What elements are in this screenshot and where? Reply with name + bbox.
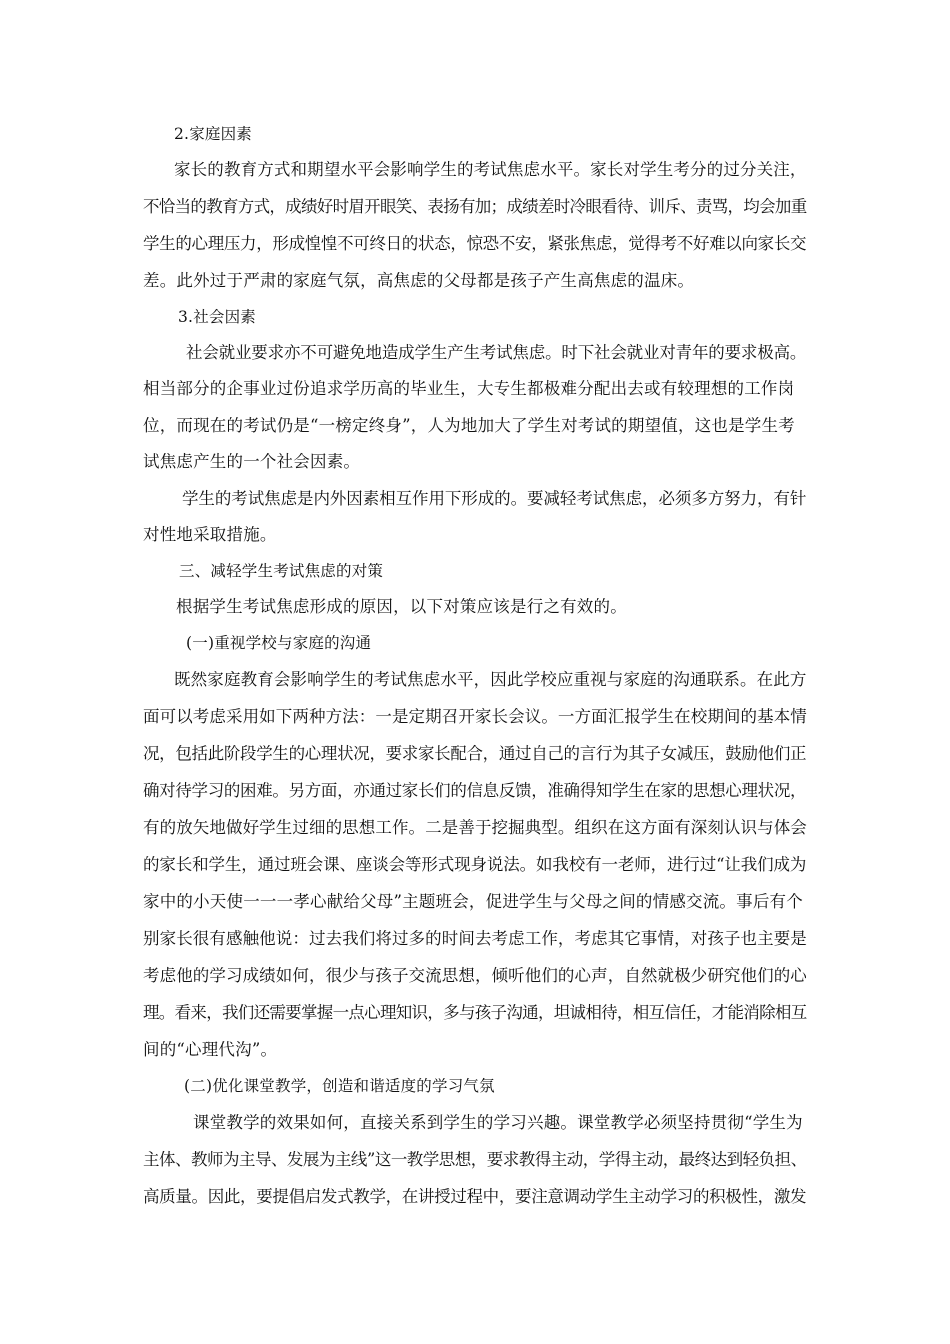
paragraph-line: 差。此外过于严肃的家庭气氛，高焦虑的父母都是孩子产生高焦虑的温床。 <box>143 271 695 290</box>
paragraph-line: 位，而现在的考试仍是“一榜定终身”，人为地加大了学生对考试的期望值，这也是学生考 <box>143 416 795 435</box>
paragraph-line: 既然家庭教育会影响学生的考试焦虑水平，因此学校应重视与家庭的沟通联系。在此方 <box>174 670 807 689</box>
paragraph-line: 确对待学习的困难。另方面，亦通过家长们的信息反馈，准确得知学生在家的思想心理状况， <box>143 781 807 800</box>
paragraph-line: 况，包括此阶段学生的心理状况，要求家长配合，通过自己的言行为其子女减压，鼓励他们正 <box>143 744 807 763</box>
paragraph-line: 社会就业要求亦不可避免地造成学生产生考试焦虑。时下社会就业对青年的要求极高。 <box>186 343 807 362</box>
section-heading: 2.家庭因素 <box>174 125 252 143</box>
paragraph-line: 学生的考试焦虑是内外因素相互作用下形成的。要减轻考试焦虑，必须多方努力，有针 <box>182 489 807 508</box>
paragraph-line: 高质量。因此，要提倡启发式教学，在讲授过程中，要注意调动学生主动学习的积极性，激发 <box>143 1187 807 1206</box>
paragraph-line: 的家长和学生，通过班会课、座谈会等形式现身说法。如我校有一老师，进行过“让我们成为 <box>143 855 807 874</box>
paragraph-line: 主体、教师为主导、发展为主线”这一教学思想，要求教得主动，学得主动，最终达到轻负担、 <box>143 1150 807 1169</box>
paragraph-line: 面可以考虑采用如下两种方法：一是定期召开家长会议。一方面汇报学生在校期间的基本情 <box>143 707 807 726</box>
section-heading: (一)重视学校与家庭的沟通 <box>186 634 372 652</box>
paragraph-line: 试焦虑产生的一个社会因素。 <box>143 452 361 471</box>
paragraph-line: 考虑他的学习成绩如何，很少与孩子交流思想，倾听他们的心声，自然就极少研究他们的心 <box>143 966 807 985</box>
paragraph-line: 家长的教育方式和期望水平会影响学生的考试焦虑水平。家长对学生考分的过分关注， <box>174 160 807 179</box>
paragraph-line: 对性地采取措施。 <box>143 525 277 544</box>
section-heading: (二)优化课堂教学，创造和谐适度的学习气氛 <box>184 1077 495 1095</box>
paragraph-line: 家中的小天使一一一孝心献给父母”主题班会，促进学生与父母之间的情感交流。事后有个 <box>143 892 803 911</box>
section-heading: 3.社会因素 <box>178 308 256 326</box>
paragraph-line: 别家长很有感触他说：过去我们将过多的时间去考虑工作，考虑其它事情，对孩子也主要是 <box>143 929 807 948</box>
section-heading: 三、减轻学生考试焦虑的对策 <box>179 562 384 580</box>
paragraph-line: 间的“心理代沟”。 <box>143 1040 278 1059</box>
paragraph-line: 不恰当的教育方式，成绩好时眉开眼笑、表扬有加；成绩差时冷眼看待、训斥、责骂，均会加重 <box>143 197 807 216</box>
paragraph-line: 根据学生考试焦虑形成的原因，以下对策应该是行之有效的。 <box>176 597 627 616</box>
paragraph-line: 学生的心理压力，形成惶惶不可终日的状态，惊恐不安，紧张焦虑，觉得考不好难以向家长交 <box>143 234 807 253</box>
paragraph-line: 相当部分的企事业过份追求学历高的毕业生，大专生都极难分配出去或有较理想的工作岗 <box>143 379 795 398</box>
paragraph-line: 有的放矢地做好学生过细的思想工作。二是善于挖掘典型。组织在这方面有深刻认识与体会 <box>143 818 807 837</box>
paragraph-line: 课堂教学的效果如何，直接关系到学生的学习兴趣。课堂教学必须坚持贯彻“学生为 <box>193 1113 803 1132</box>
paragraph-line: 理。看来，我们还需要掌握一点心理知识，多与孩子沟通，坦诚相待，相互信任，才能消除相互 <box>143 1003 807 1022</box>
